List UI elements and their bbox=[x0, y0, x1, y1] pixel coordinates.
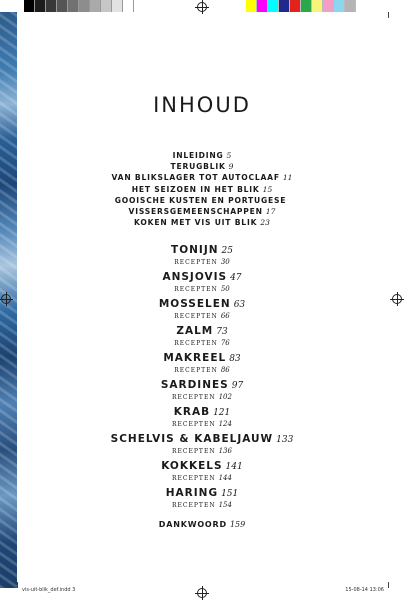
fish-section bbox=[0, 271, 404, 298]
toc-entry bbox=[0, 150, 404, 161]
print-slug-file: vis-uit-blik_def.indd 3 bbox=[22, 587, 76, 593]
toc-entry-page: 159 bbox=[229, 520, 246, 529]
section-page: 83 bbox=[229, 354, 241, 364]
section-label: ZALM bbox=[176, 325, 214, 337]
section-heading bbox=[0, 487, 404, 501]
gray-swatch bbox=[112, 0, 123, 12]
section-label: HARING bbox=[165, 487, 219, 499]
recipes-page: 102 bbox=[218, 393, 232, 401]
section-heading bbox=[0, 244, 404, 258]
recipes-page: 144 bbox=[218, 474, 232, 482]
section-label: MOSSELEN bbox=[158, 298, 231, 310]
toc-entry-dankwoord bbox=[0, 520, 404, 529]
section-label: SARDINES bbox=[160, 379, 229, 391]
print-slug-date: 15-08-14 13:06 bbox=[345, 587, 384, 593]
section-heading bbox=[0, 433, 404, 447]
section-heading bbox=[0, 271, 404, 285]
section-heading bbox=[0, 460, 404, 474]
section-heading bbox=[0, 379, 404, 393]
section-page: 133 bbox=[276, 435, 294, 445]
recipes-label: RECEPTEN bbox=[172, 475, 216, 482]
recipes-page: 124 bbox=[218, 420, 232, 428]
recipes-label: RECEPTEN bbox=[172, 394, 216, 401]
color-swatch bbox=[246, 0, 257, 12]
registration-mark-bottom bbox=[197, 588, 207, 598]
toc-entry bbox=[0, 161, 404, 172]
fish-section bbox=[0, 379, 404, 406]
toc-entry bbox=[0, 184, 404, 195]
toc-entry-label: VISSERSGEMEENSCHAPPEN bbox=[128, 207, 263, 217]
recipes-line bbox=[0, 285, 404, 294]
recipes-label: RECEPTEN bbox=[174, 259, 218, 266]
recipes-label: RECEPTEN bbox=[174, 340, 218, 347]
section-page: 47 bbox=[230, 273, 242, 283]
crop-mark bbox=[388, 12, 389, 18]
gray-swatch bbox=[68, 0, 79, 12]
crop-mark bbox=[17, 582, 18, 588]
fish-section bbox=[0, 352, 404, 379]
toc-entry bbox=[0, 195, 404, 206]
section-label: KRAB bbox=[173, 406, 211, 418]
toc-entry bbox=[0, 206, 404, 217]
recipes-page: 86 bbox=[220, 366, 230, 374]
section-label: MAKREEL bbox=[163, 352, 227, 364]
recipes-line bbox=[0, 420, 404, 429]
color-swatch bbox=[301, 0, 312, 12]
section-label: TONIJN bbox=[171, 244, 219, 256]
section-page: 151 bbox=[221, 489, 239, 499]
color-calibration-bar bbox=[246, 0, 356, 12]
gray-swatch bbox=[79, 0, 90, 12]
recipes-line bbox=[0, 258, 404, 267]
toc-entry-label: VAN BLIKSLAGER TOT AUTOCLAAF bbox=[111, 173, 280, 183]
recipes-line bbox=[0, 312, 404, 321]
toc-entry bbox=[0, 172, 404, 183]
fish-section bbox=[0, 487, 404, 514]
toc-entry-label: KOKEN MET VIS UIT BLIK bbox=[134, 218, 258, 228]
recipes-page: 50 bbox=[220, 285, 230, 293]
toc-entry-page: 17 bbox=[265, 207, 276, 217]
fish-section bbox=[0, 325, 404, 352]
section-page: 97 bbox=[231, 381, 244, 391]
fish-section bbox=[0, 298, 404, 325]
section-page: 141 bbox=[225, 462, 243, 472]
section-heading bbox=[0, 325, 404, 339]
recipes-line bbox=[0, 393, 404, 402]
section-label: KOKKELS bbox=[161, 460, 223, 472]
recipes-page: 76 bbox=[220, 339, 230, 347]
gray-swatch bbox=[90, 0, 101, 12]
toc-entry-page: 15 bbox=[262, 184, 273, 194]
section-label: SCHELVIS & KABELJAUW bbox=[110, 433, 274, 445]
color-swatch bbox=[345, 0, 356, 12]
recipes-line bbox=[0, 474, 404, 483]
recipes-label: RECEPTEN bbox=[174, 286, 218, 293]
toc-entry-page: 5 bbox=[226, 151, 232, 160]
recipes-line bbox=[0, 339, 404, 348]
crop-mark bbox=[388, 582, 389, 588]
recipes-page: 30 bbox=[220, 258, 230, 266]
recipes-page: 154 bbox=[218, 501, 232, 509]
fish-section bbox=[0, 460, 404, 487]
fish-section-list bbox=[0, 244, 404, 514]
color-swatch bbox=[257, 0, 268, 12]
color-swatch bbox=[334, 0, 345, 12]
fish-section bbox=[0, 406, 404, 433]
gray-swatch bbox=[101, 0, 112, 12]
fish-section bbox=[0, 244, 404, 271]
section-label: ANSJOVIS bbox=[162, 271, 228, 283]
toc-entry-page: 9 bbox=[228, 162, 234, 172]
toc-entry-label: GOOISCHE KUSTEN EN PORTUGESE bbox=[114, 195, 287, 205]
section-heading bbox=[0, 352, 404, 366]
registration-mark-top bbox=[197, 2, 207, 12]
recipes-label: RECEPTEN bbox=[174, 313, 218, 320]
recipes-label: RECEPTEN bbox=[172, 421, 216, 428]
recipes-label: RECEPTEN bbox=[174, 367, 218, 374]
gray-swatch bbox=[46, 0, 57, 12]
recipes-line bbox=[0, 447, 404, 456]
recipes-label: RECEPTEN bbox=[172, 502, 216, 509]
toc-entry-page: 23 bbox=[260, 218, 270, 228]
section-heading bbox=[0, 406, 404, 420]
color-swatch bbox=[268, 0, 279, 12]
gray-swatch bbox=[123, 0, 134, 12]
section-heading bbox=[0, 298, 404, 312]
color-swatch bbox=[279, 0, 290, 12]
page-title: INHOUD bbox=[153, 93, 251, 117]
grayscale-calibration-bar bbox=[24, 0, 134, 12]
gray-swatch bbox=[57, 0, 68, 12]
color-swatch bbox=[312, 0, 323, 12]
section-page: 63 bbox=[233, 300, 246, 310]
section-page: 25 bbox=[221, 246, 233, 256]
toc-entry-label: HET SEIZOEN IN HET BLIK bbox=[131, 184, 260, 194]
recipes-page: 136 bbox=[218, 447, 232, 455]
fish-section bbox=[0, 433, 404, 460]
toc-entry-label: TERUGBLIK bbox=[170, 162, 226, 172]
gray-swatch bbox=[35, 0, 46, 12]
recipes-line bbox=[0, 366, 404, 375]
color-swatch bbox=[323, 0, 334, 12]
toc-entry bbox=[0, 217, 404, 228]
toc-entry-label: INLEIDING bbox=[172, 151, 224, 160]
gray-swatch bbox=[24, 0, 35, 12]
intro-toc-list bbox=[0, 150, 404, 228]
color-swatch bbox=[290, 0, 301, 12]
recipes-page: 66 bbox=[220, 312, 230, 320]
recipes-label: RECEPTEN bbox=[172, 448, 216, 455]
section-page: 73 bbox=[216, 327, 228, 337]
toc-entry-label: DANKWOORD bbox=[158, 520, 227, 529]
recipes-line bbox=[0, 501, 404, 510]
section-page: 121 bbox=[213, 408, 231, 418]
toc-entry-page: 11 bbox=[282, 173, 293, 183]
